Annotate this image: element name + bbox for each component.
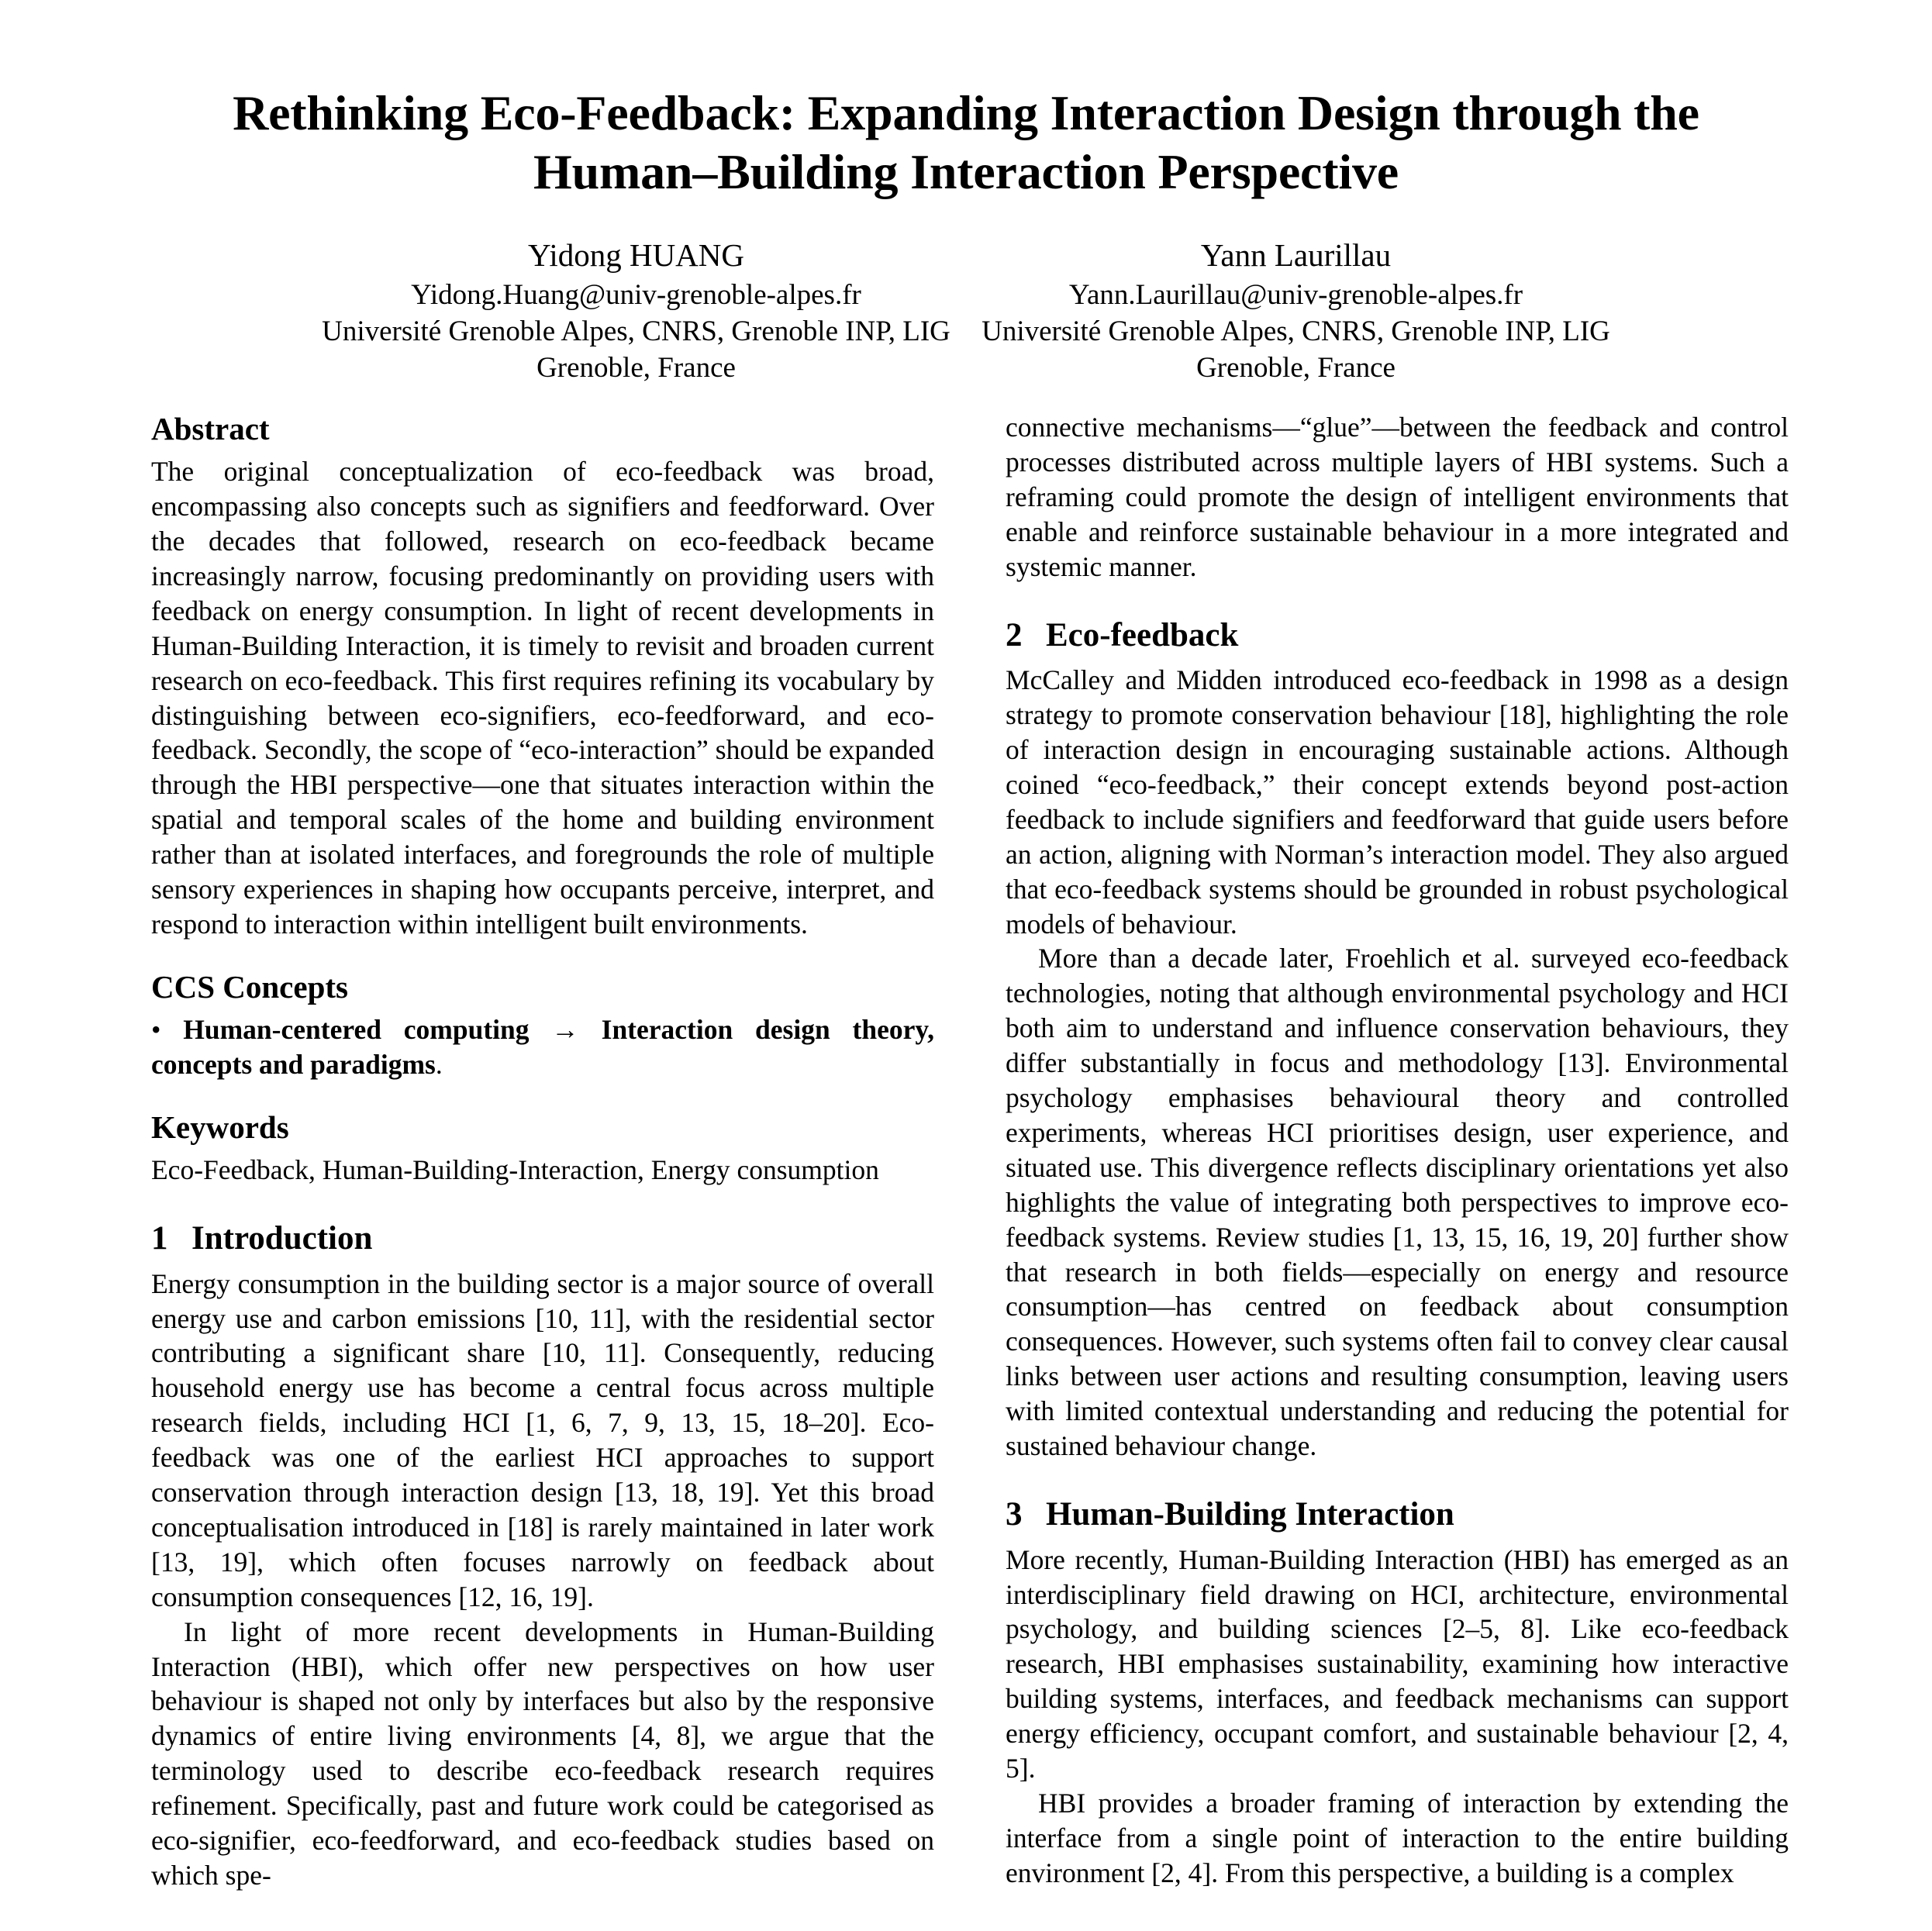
abstract-heading: Abstract	[151, 411, 270, 447]
page-title: Rethinking Eco-Feedback: Expanding Interaction Design through the Human–Building Interaction Perspective	[233, 85, 1699, 199]
body-columns	[0, 410, 1932, 1893]
ccs-trailing: .	[435, 1049, 443, 1081]
paragraph: In light of more recent developments in Human-Building Interaction (HBI), which offer new perspectives on how user behaviour is shaped not only by interfaces but also by the responsive dynamics of entire living environments [4, 8], we argue that the terminology used to describe eco-feedback research requires refinement. Specifically, past and future work could be categorised as eco-signifier, eco-feedforward, and eco-feedback studies based on which spe-	[151, 1615, 934, 1891]
ccs-bold-1: Human-centered computing	[183, 1014, 530, 1046]
author-location: Grenoble, France	[1196, 352, 1396, 384]
author-name: Yidong HUANG	[527, 237, 745, 274]
left-column	[151, 410, 934, 1893]
arrow-icon: →	[551, 1014, 579, 1046]
section-heading-1	[151, 1219, 934, 1259]
author-entry	[306, 235, 966, 387]
author-affiliation: Université Grenoble Alpes, CNRS, Grenoble INP, LIG	[322, 316, 950, 348]
section-heading-3	[1006, 1495, 1789, 1535]
section-number: 2	[1006, 616, 1023, 653]
section-title: Introduction	[191, 1220, 373, 1257]
author-location: Grenoble, France	[536, 352, 736, 384]
author-entry	[966, 235, 1626, 387]
ccs-concepts-heading: CCS Concepts	[151, 968, 348, 1005]
paragraph: HBI provides a broader framing of interaction by extending the interface from a single point of interaction to the entire building environment [2, 4]. From this perspective, a building is a complex	[1006, 1787, 1789, 1888]
paragraph: Energy consumption in the building sector is a major source of overall energy use and carbon emissions [10, 11], with the residential sector contributing a significant share [10, 11]. Consequently, reducing household energy use has become a central focus across multiple research fields, including HCI [1, 6, 7, 9, 13, 15, 18–20]. Eco-feedback was one of the earliest HCI approaches to support conservation through interaction design [13, 18, 19]. Yet this broad conceptualisation introduced in [18] is rarely maintained in later work [13, 19], which often focuses narrowly on feedback about consumption consequences [12, 16, 19].	[151, 1267, 934, 1612]
section-title: Human-Building Interaction	[1046, 1496, 1454, 1533]
author-block	[174, 235, 1758, 387]
continuation-paragraph: connective mechanisms—“glue”—between the feedback and control processes distributed across multiple layers of HBI systems. Such a reframing could promote the design of intelligent environments that enable and reinforce sustainable behaviour in a more integrated and systemic manner.	[1006, 412, 1789, 582]
ccs-concepts-text	[151, 1012, 934, 1082]
ccs-bold-2: Interaction design theory, concepts and paradigms	[151, 1014, 934, 1081]
paragraph: McCalley and Midden introduced eco-feedback in 1998 as a design strategy to promote conservation behaviour [18], highlighting the role of interaction design in encouraging sustainable actions. Although coined “eco-feedback,” their concept extends beyond post-action feedback to include signifiers and feedforward that guide users before an action, aligning with Norman’s interaction model. They also argued that eco-feedback systems should be grounded in robust psychological models of behaviour.	[1006, 664, 1789, 940]
section-number: 1	[151, 1220, 168, 1257]
keywords-text: Eco-Feedback, Human-Building-Interaction, Energy consumption	[151, 1154, 879, 1186]
ccs-bullet: •	[151, 1014, 161, 1046]
paragraph: More recently, Human-Building Interaction (HBI) has emerged as an interdisciplinary field drawing on HCI, architecture, environmental psychology, and building sciences [2–5, 8]. Like eco-feedback research, HBI emphasises sustainability, examining how interactive building systems, interfaces, and feedback mechanisms can support energy efficiency, occupant comfort, and sustainable behaviour [2, 4, 5].	[1006, 1543, 1789, 1784]
author-email[interactable]: Yidong.Huang@univ-grenoble-alpes.fr	[411, 279, 861, 312]
right-column	[1006, 410, 1789, 1891]
section-heading-2	[1006, 616, 1789, 656]
author-name: Yann Laurillau	[1200, 237, 1392, 274]
author-affiliation: Université Grenoble Alpes, CNRS, Grenoble INP, LIG	[982, 316, 1610, 348]
author-email[interactable]: Yann.Laurillau@univ-grenoble-alpes.fr	[1068, 279, 1523, 312]
keywords-heading: Keywords	[151, 1109, 289, 1145]
paragraph: More than a decade later, Froehlich et al. surveyed eco-feedback technologies, noting that although environmental psychology and HCI both aim to understand and influence conservation behaviours, they differ substantially in focus and methodology [13]. Environmental psychology emphasises behavioural theory and controlled experiments, whereas HCI prioritises design, user experience, and situated use. This divergence reflects disciplinary orientations yet also highlights the value of integrating both perspectives to improve eco-feedback systems. Review studies [1, 13, 15, 16, 19, 20] further show that research in both fields—especially on energy and resource consumption—has centred on feedback about consumption consequences. However, such systems often fail to convey clear causal links between user actions and resulting consumption, leaving users with limited contextual understanding and reducing the potential for sustained behaviour change.	[1006, 943, 1789, 1462]
section-title: Eco-feedback	[1046, 616, 1239, 653]
abstract-text: The original conceptualization of eco-feedback was broad, encompassing also concepts such as signifiers and feedforward. Over the decades that followed, research on eco-feedback became increasingly narrow, focusing predominantly on providing users with feedback on energy consumption. In light of recent developments in Human-Building Interaction, it is timely to revisit and broaden current research on eco-feedback. This first requires refining its vocabulary by distinguishing between eco-signifiers, eco-feedforward, and eco-feedback. Secondly, the scope of “eco-interaction” should be expanded through the HBI perspective—one that situates interaction within the spatial and temporal scales of the home and building environment rather than at isolated interfaces, and foregrounds the role of multiple sensory experiences in shaping how occupants perceive, interpret, and respond to interaction within intelligent built environments.	[151, 456, 934, 940]
section-number: 3	[1006, 1496, 1023, 1533]
title-block	[0, 0, 1932, 387]
